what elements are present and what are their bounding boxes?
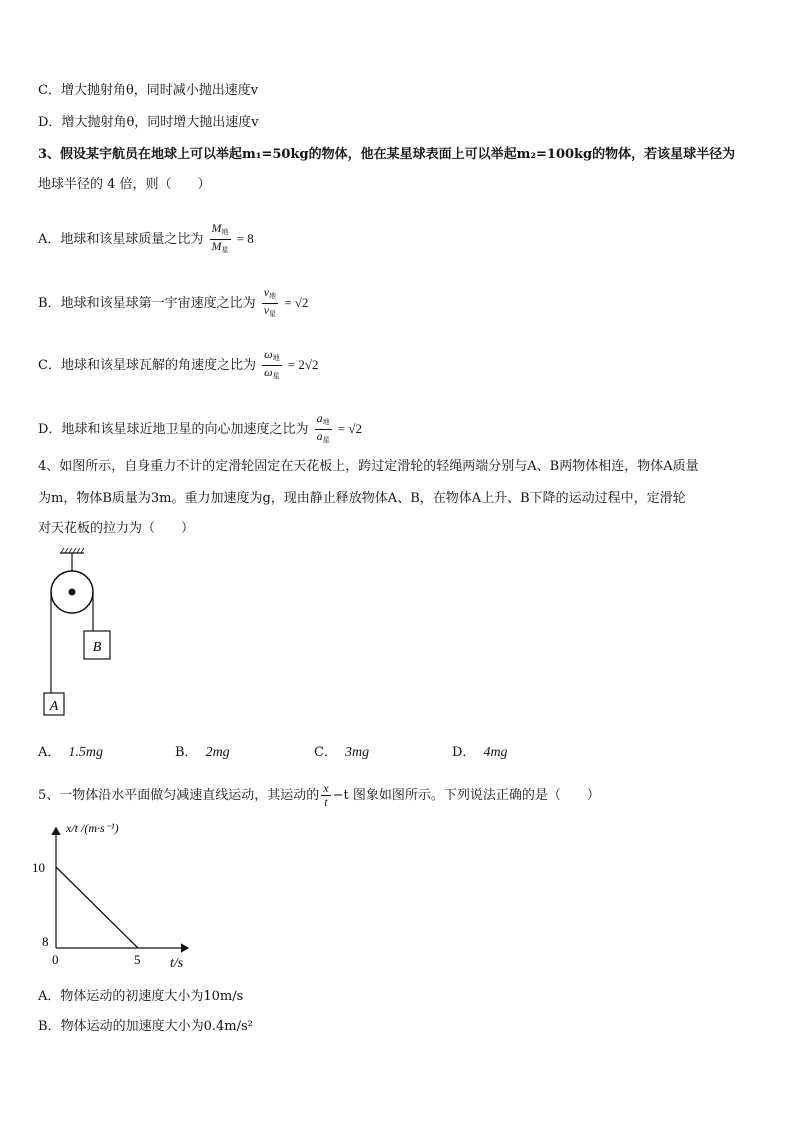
q5-option-a: A．物体运动的初速度大小为10m/s xyxy=(38,989,244,1004)
pulley-figure xyxy=(38,545,128,720)
data-line xyxy=(56,867,138,948)
y-axis-label: x/t /(m·s⁻¹) xyxy=(66,821,119,835)
xt-graph xyxy=(30,820,210,975)
q4-stem-line2: 为m，物体B质量为3m。重力加速度为g，现由静止释放物体A、B，在物体A上升、B下降的运动过程中，定滑轮 xyxy=(38,491,686,506)
fraction: $\frac{a_地}{a_星}$ xyxy=(316,411,330,444)
x-over-t-fraction: $\frac{x}{t}$ xyxy=(323,781,329,809)
q3-option-a: A．地球和该星球质量之比为 $\frac{M_地}{M_星}$ = 8 xyxy=(38,222,254,257)
q5-stem: 5、一物体沿水平面做匀减速直线运动，其运动的 $\frac{x}{t}$ −t 图象如图所示。下列说法正确的是（ ） xyxy=(38,781,600,809)
q4-option-b: B． 2mg xyxy=(175,745,230,760)
block-b-label: B xyxy=(92,640,102,655)
q3-stem-line1: 3、假设某宇航员在地球上可以举起m₁=50kg的物体，他在某星球表面上可以举起m₂=100kg的物体，若该星球半径为 xyxy=(38,147,736,162)
ceiling-hatch xyxy=(61,548,84,553)
q3-option-b: B．地球和该星球第一宇宙速度之比为 $\frac{v_地}{v_星}$ = √2 xyxy=(38,286,308,321)
q4-option-a: A． 1.5mg xyxy=(38,745,104,760)
origin-label: 0 xyxy=(52,952,59,967)
option-label: C． xyxy=(38,83,61,98)
x-tick-5: 5 xyxy=(134,952,141,967)
q3-option-c: C．地球和该星球瓦解的角速度之比为 $\frac{\omega_地}{\omega_星}$ = 2√2 xyxy=(38,348,318,383)
q4-option-d: D． 4mg xyxy=(452,745,508,760)
y-tick-8: 8 xyxy=(42,934,49,949)
q3-stem-line2: 地球半径的 4 倍，则（ ） xyxy=(38,177,211,192)
q4-option-c: C． 3mg xyxy=(314,745,370,760)
x-axis-label: t/s xyxy=(170,956,184,971)
q4-stem-line1: 4、如图所示，自身重力不计的定滑轮固定在天花板上，跨过定滑轮的轻绳两端分别与A、B两物体相连，物体A质量 xyxy=(38,459,699,474)
fraction: $\frac{\omega_地}{\omega_星}$ xyxy=(264,347,280,380)
y-tick-10: 10 xyxy=(32,860,45,875)
block-a-label: A xyxy=(49,699,59,714)
fraction: $\frac{M_地}{M_星}$ xyxy=(211,221,229,254)
q5-option-b: B．物体运动的加速度大小为0.4m/s² xyxy=(38,1019,253,1034)
q4-stem-line3: 对天花板的拉力为（ ） xyxy=(38,521,195,536)
pulley-axle xyxy=(69,589,76,596)
fraction: $\frac{v_地}{v_星}$ xyxy=(263,285,277,318)
prev-option-c: C．增大抛射角θ，同时减小抛出速度v xyxy=(38,83,259,98)
prev-option-d: D．增大抛射角θ，同时增大抛出速度v xyxy=(38,115,259,130)
q3-option-d: D．地球和该星球近地卫星的向心加速度之比为 $\frac{a_地}{a_星}$ = √2 xyxy=(38,412,362,447)
option-label: D． xyxy=(38,115,62,130)
